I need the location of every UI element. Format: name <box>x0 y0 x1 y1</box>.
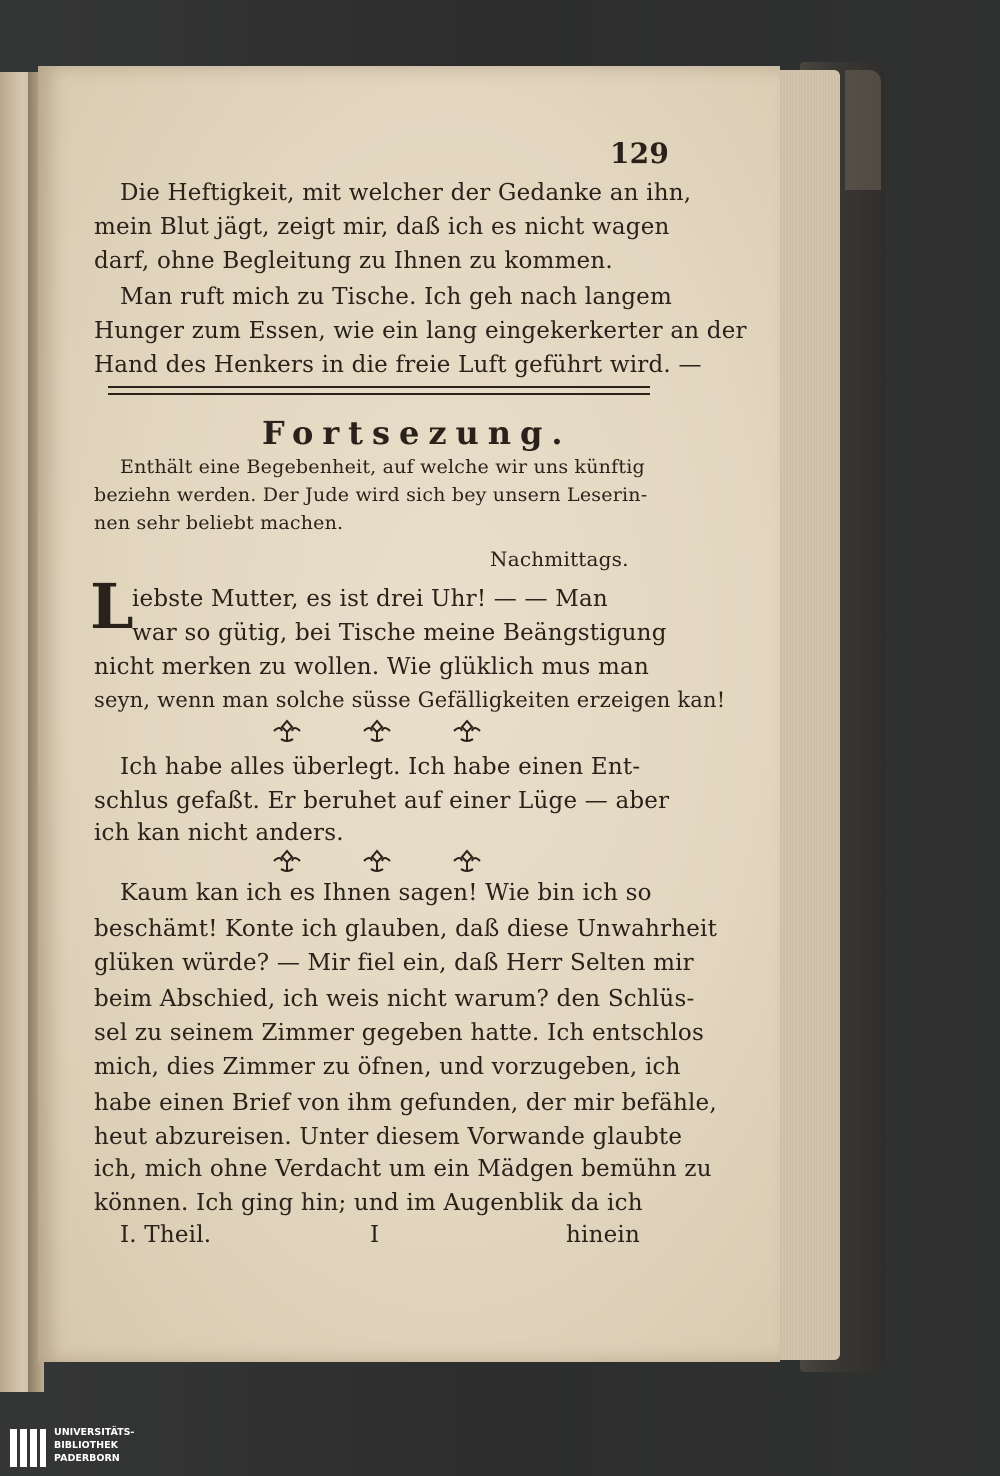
ornament-icon <box>270 718 304 744</box>
ornament-icon <box>360 718 394 744</box>
text-line: beim Abschied, ich weis nicht warum? den Schlüs- <box>94 986 695 1012</box>
text-line: beschämt! Konte ich glauben, daß diese Unwahrheit <box>94 916 718 942</box>
library-line-2: BIBLIOTHEK <box>54 1440 118 1451</box>
page-edges <box>778 70 840 1360</box>
text-line: Hand des Henkers in die freie Luft geführt wird. — <box>94 352 702 378</box>
signature-letter: I <box>370 1222 380 1248</box>
text-line: mich, dies Zimmer zu öfnen, und vorzugeben, ich <box>94 1054 681 1080</box>
chapter-summary-line: beziehn werden. Der Jude wird sich bey unsern Leserin- <box>94 484 648 506</box>
text-line: ich, mich ohne Verdacht um ein Mädgen bemühn zu <box>94 1156 712 1182</box>
drop-cap: L <box>90 570 134 643</box>
library-line-3: PADERBORN <box>54 1453 120 1464</box>
text-line: sel zu seinem Zimmer gegeben hatte. Ich entschlos <box>94 1020 704 1046</box>
text-line: nicht merken zu wollen. Wie glüklich mus man <box>94 654 649 680</box>
library-line-1: UNIVERSITÄTS- <box>54 1427 135 1438</box>
catchword: hinein <box>566 1222 640 1248</box>
library-logo <box>8 1424 148 1472</box>
ornament-icon <box>270 848 304 874</box>
text-line: Ich habe alles überlegt. Ich habe einen Ent- <box>120 754 641 780</box>
text-line: ich kan nicht anders. <box>94 820 344 846</box>
text-line: war so gütig, bei Tische meine Beängstigung <box>132 620 667 646</box>
page-number: 129 <box>610 137 670 170</box>
text-line: darf, ohne Begleitung zu Ihnen zu kommen. <box>94 248 613 274</box>
text-line: habe einen Brief von ihm gefunden, der mir befähle, <box>94 1090 717 1116</box>
text-line: Man ruft mich zu Tische. Ich geh nach langem <box>120 284 673 310</box>
chapter-heading: Fortsezung. <box>262 414 572 452</box>
text-line: Kaum kan ich es Ihnen sagen! Wie bin ich so <box>120 880 652 906</box>
ornament-row <box>0 848 742 878</box>
text-line: können. Ich ging hin; und im Augenblik da ich <box>94 1190 643 1216</box>
ornament-icon <box>360 848 394 874</box>
dateline: Nachmittags. <box>490 547 629 571</box>
text-line: mein Blut jägt, zeigt mir, daß ich es nicht wagen <box>94 214 670 240</box>
library-mark-icon <box>8 1427 48 1469</box>
text-line: Hunger zum Essen, wie ein lang eingekerkerter an der <box>94 318 747 344</box>
ornament-icon <box>450 848 484 874</box>
text-line: glüken würde? — Mir fiel ein, daß Herr Selten mir <box>94 950 694 976</box>
cover-corner <box>845 70 881 190</box>
ornament-icon <box>450 718 484 744</box>
ornament-row <box>0 718 742 748</box>
section-rule <box>108 386 650 395</box>
text-line: Die Heftigkeit, mit welcher der Gedanke an ihn, <box>120 180 692 206</box>
text-line: seyn, wenn man solche süsse Gefälligkeiten erzeigen kan! <box>94 688 726 712</box>
text-line: heut abzureisen. Unter diesem Vorwande glaubte <box>94 1124 683 1150</box>
chapter-summary-line: Enthält eine Begebenheit, auf welche wir uns künftig <box>120 456 645 478</box>
text-line: iebste Mutter, es ist drei Uhr! — — Man <box>132 586 608 612</box>
signature-mark: I. Theil. <box>120 1222 212 1248</box>
library-name <box>54 1426 134 1465</box>
chapter-summary-line: nen sehr beliebt machen. <box>94 512 344 534</box>
text-line: schlus gefaßt. Er beruhet auf einer Lüge — aber <box>94 788 670 814</box>
